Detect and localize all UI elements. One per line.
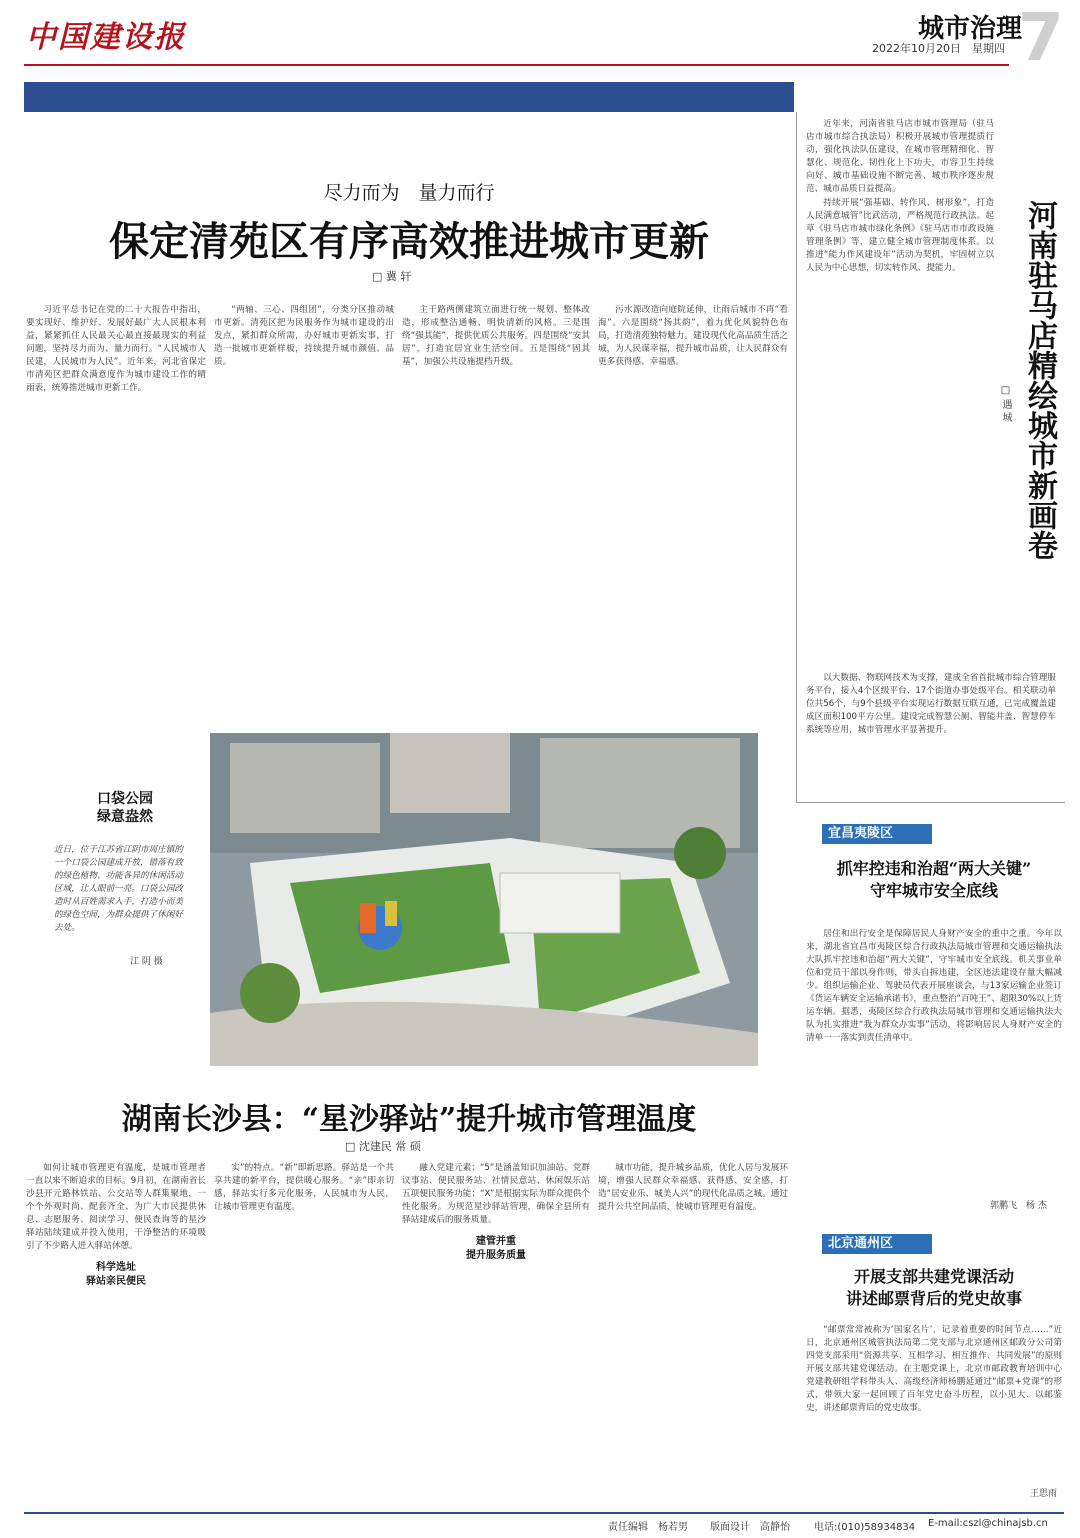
footer-design: 版面设计 高静怡	[710, 1522, 790, 1533]
article1-column-4	[598, 304, 788, 714]
article1-col1-text: 习近平总书记在党的二十大报告中指出，要实现好、维护好、发展好最广大人民根本利益，紧紧抓住人民最关心最直接最现实的利益问题，坚持尽力而为、量力而行。“人民城市人民建，人民城市为人民”。近年来，河北省保定市清苑区把群众满意度作为城市建设工作的晴雨表，统筹推进城市更新工作。	[26, 305, 206, 393]
article2-headline: 湖南长沙县：“星沙驿站”提升城市管理温度	[121, 1102, 697, 1137]
yichang-headline	[806, 858, 1062, 902]
yichang-headline-line1: 抓牢控违和治超“两大关键”	[836, 859, 1032, 878]
article2-col1-text: 如何让城市管理更有温度，是城市管理者一直以来不断追求的目标。9月初，在湖南省长沙县开元路林铁站、公交站等人群集聚地，一个个外观时尚、配套齐全、为广大市民提供休息、志愿服务、阅读学习、便民查询等的星沙驿站陆续建成并投入使用，干净整洁的环境吸引了不少路人进入驿站休憩。	[26, 1163, 206, 1251]
park-illustration	[210, 733, 758, 1066]
yichang-tag: 宜昌夷陵区	[822, 824, 932, 844]
henan-bottom-text: 以大数据、物联网技术为支撑，建成全省首批城市综合管理服务平台，接入4个区级平台、17个街道办事处级平台。相关联动单位共56个，与9个县级平台实现运行数据互联互通，已完成覆盖建成区面积100平方公里。建设完成智慧公厕、智能井盖、智慧停车系统等应用，城市管理水平显著提升。	[806, 673, 1056, 735]
henan-headline: 河南驻马店精绘城市新画卷	[1022, 200, 1057, 560]
beijing-headline-line2: 讲述邮票背后的党史故事	[845, 1289, 1022, 1308]
article2-col3-text: 融入党建元素；“5”是涵盖知识加油站、党群议事站、便民服务站、社情民意站、休闲娱乐站五项便民服务功能；“X”是根据实际为群众提供个性化服务。为规范星沙驿站管理，确保全县所有驿站建成后的服务质量。	[402, 1163, 590, 1225]
henan-text-1: 近年来，河南省驻马店市城市管理局（驻马店市城市综合执法局）积极开展城市管理提质行动，强化执法队伍建设，在城市管理精细化、智慧化、规范化、韧性化上下功夫，市容卫生持续向好、城市基础设施不断完善、城市秩序逐步规范、城市品质日益提高。	[806, 119, 994, 194]
photo-headline-line2: 绿意盎然	[97, 809, 153, 825]
yichang-body	[806, 928, 1062, 1190]
article2-column-3	[402, 1162, 590, 1504]
beijing-headline	[806, 1266, 1062, 1310]
photo-credit: 江 阴 摄	[130, 957, 163, 967]
article1-headline: 保定清苑区有序高效推进城市更新	[109, 218, 709, 265]
yichang-headline-line2: 守牢城市安全底线	[869, 881, 998, 900]
pocket-park-photo	[210, 733, 758, 1066]
beijing-body	[806, 1324, 1062, 1482]
beijing-headline-line1: 开展支部共建党课活动	[853, 1267, 1014, 1286]
article2-column-4	[598, 1162, 788, 1504]
henan-byline: □ 遇 城	[1000, 385, 1011, 423]
article2-byline: □ 沈建民 常 硕	[345, 1140, 421, 1153]
article2-subhead-1-line1: 科学选址	[96, 1262, 136, 1273]
photo-headline-line1: 口袋公园	[97, 791, 153, 807]
article1-column-1	[26, 304, 206, 714]
top-banner	[24, 82, 794, 112]
article1-byline: □ 冀 轩	[372, 270, 412, 283]
beijing-text: “邮票常常被称为‘国家名片’，记录着重要的时间节点……”近日，北京通州区城管执法局第二党支部与北京通州区邮政分公司第四党支部采用“资源共享、互相学习、相互推作、共同发展”的原则开展支部共建党课活动。在主题党课上，北京市邮政教育培训中心党建教研组学科带头人、高级经济师杨鹏延通过“邮票+党课”的形式，带领大家一起回顾了百年党史奋斗历程，以小见大、以邮鉴史，讲述邮票背后的党史故事。	[806, 1325, 1062, 1413]
section-title: 城市治理	[918, 14, 1023, 44]
yichang-text: 居住和出行安全是保障居民人身财产安全的重中之重。今年以来，湖北省宜昌市夷陵区综合行政执法局城市管理和交通运输执法大队抓牢控违和治超“两大关键”，守牢城市安全底线。机关事业单位和党员干部以身作则，带头自拆违建，全区违法建设存量大幅减少。组织运输企业、驾驶员代表开展座谈会，与13家运输企业签订《货运车辆安全运输承诺书》，重点整治“百吨王”、超限30%以上货运车辆。据悉，夷陵区综合行政执法局城市管理和交通运输执法大队为扎实推进“我为群众办实事”活动，将影响居民人身财产安全的清单一一落实到责任清单中。	[806, 929, 1062, 1043]
article1-column-3	[402, 304, 590, 714]
page-footer	[24, 1512, 1064, 1536]
yichang-credit: 郭鹏飞 杨 杰	[990, 1201, 1047, 1211]
henan-column	[806, 118, 994, 668]
photo-caption: 近日，位于江苏省江阴市周庄镇的一个口袋公园建成开放，错落有致的绿色植物、功能各异的休闲活动区域，让人眼前一亮。口袋公园改造时从百姓需求入手，打造小而美的绿色空间，为群众提供了休闲好去处。	[54, 845, 183, 933]
article2-subhead-2-line1: 建管并重	[476, 1236, 516, 1247]
footer-phone: 电话:(010)58934834	[814, 1522, 916, 1533]
footer-editor: 责任编辑 杨若男	[608, 1522, 688, 1533]
article1-col3-text: 主干路两侧建筑立面进行统一规划、整体改造，形成整洁通畅、明快清新的风格。三是围绕“强其能”，提供优质公共服务。四是围绕“安其居”，打造宜居宜业生活空间。五是围绕“固其基”，加强公共设施提档升级。	[402, 305, 590, 367]
footer-email: E-mail:cszl@chinajsb.cn	[928, 1518, 1048, 1529]
page-number: 7	[1018, 0, 1064, 76]
masthead-logo: 中国建设报	[26, 20, 186, 55]
article2-col4-text: 城市功能，提升城乡品质，优化人居与发展环境，增强人民群众幸福感、获得感、安全感，打造“居安业乐、城美人兴”的现代化品质之城。通过提升公共空间品质，使城市管理更有温度。	[598, 1163, 788, 1212]
article2-column-1	[26, 1162, 206, 1504]
article1-kicker: 尽力而为 量力而行	[323, 182, 495, 204]
photo-headline	[60, 790, 190, 826]
article1-col2-text: “两轴、三心、四组团”，分类分区推动城市更新。清苑区把为民服务作为城市建设的出发点，紧扣群众所需，办好城市更新实事，打造一批城市更新样板，持续提升城市颜值、品质。	[214, 305, 394, 367]
article2-subhead-1-line2: 驿站亲民便民	[86, 1276, 146, 1287]
beijing-tag: 北京通州区	[822, 1234, 932, 1254]
issue-date: 2022年10月20日 星期四	[872, 42, 1005, 55]
article1-col4-text: 污水源改造向庭院延伸，让雨后城市不再“看海”。六是围绕“扬其韵”，着力优化风貌特色布局，打造清苑独特魅力。建设现代化高品质生活之城，为人民谋幸福，提升城市品质，让人民群众有更多获得感、幸福感。	[598, 305, 788, 367]
article2-column-2	[214, 1162, 394, 1504]
article2-subhead-2	[402, 1235, 590, 1263]
article1-column-2	[214, 304, 394, 714]
masthead-rule	[24, 64, 1009, 66]
article2-subhead-2-line2: 提升服务质量	[466, 1250, 526, 1261]
article2-subhead-1	[26, 1261, 206, 1289]
article2-col2-text: 实”的特点。“新”即新思路。驿站是一个共享共建的新平台，提供暖心服务。“亲”即亲切感，驿站实行多元化服务，人民城市为人民，让城市管理更有温度。	[214, 1163, 394, 1212]
henan-bottom	[806, 672, 1056, 796]
beijing-credit: 王思雨	[1030, 1489, 1058, 1499]
henan-text-2: 持续开展“强基础、转作风、树形象”，打造人民满意城管”比武活动，严格规范行政执法。起草《驻马店市城市绿化条例》《驻马店市市政设施管理条例》等，建立健全城市管理制度体系。以推进“能力作风建设年”活动为契机，牢固树立以人民为中心思想，切实转作风、提能力。	[806, 198, 994, 273]
